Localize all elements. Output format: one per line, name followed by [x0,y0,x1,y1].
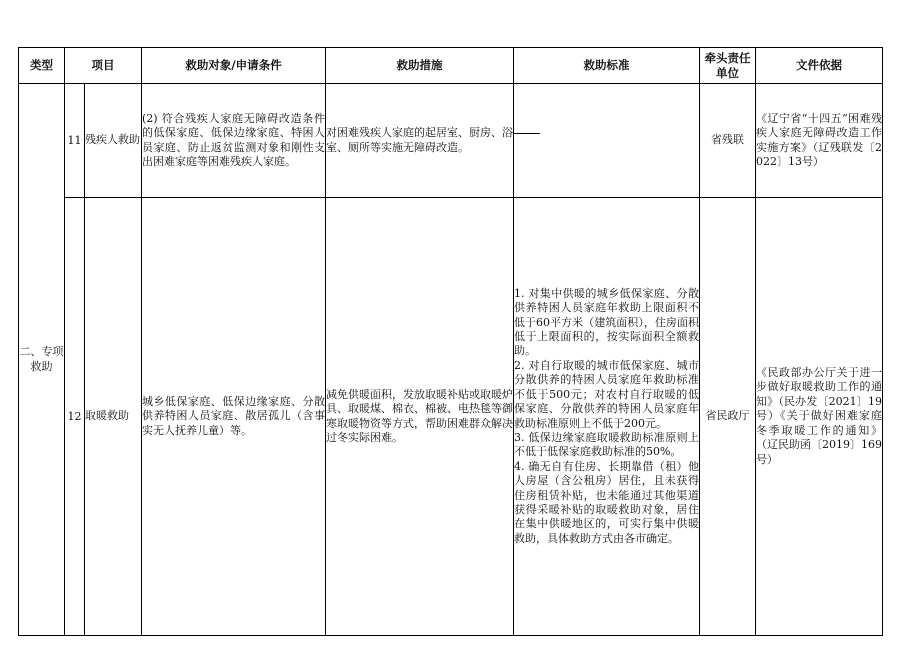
row-measures: 对困难残疾人家庭的起居室、厨房、浴室、厕所等实施无障碍改造。 [326,84,514,198]
standard-item: 2. 对自行取暖的城市低保家庭、城市分散供养的特困人员家庭年救助标准不低于500元；对农村自行取暖的低保家庭、分散供养的特困人员家庭年救助标准原则上不低于200元。 [514,358,699,430]
row-standard [514,198,700,636]
row-basis: 《辽宁省“十四五”困难残疾人家庭无障碍改造工作实施方案》（辽残联发〔2022〕13号） [756,84,883,198]
header-measures: 救助措施 [326,48,514,84]
header-standard: 救助标准 [514,48,700,84]
table-row [19,84,883,198]
row-basis: 《民政部办公厅关于进一步做好取暖救助工作的通知》（民办发〔2021〕19号）《关于做好困难家庭冬季取暖工作的通知》（辽民助函〔2019〕169号） [756,198,883,636]
header-item: 项目 [65,48,142,84]
header-type: 类型 [19,48,65,84]
row-item: 残疾人救助 [85,84,142,198]
standard-item: 1. 对集中供暖的城乡低保家庭、分散供养特困人员家庭年救助上限面积不低于60平方米（建筑面积），住房面积低于上限面积的，按实际面积全额救助。 [514,286,699,358]
category-cell: 二、专项救助 [19,84,65,636]
row-measures: 减免供暖面积，发放取暖补贴或取暖炉具、取暖煤、棉衣、棉被、电热毯等御寒取暖物资等方式，帮助困难群众解决过冬实际困难。 [326,198,514,636]
row-item: 取暖救助 [85,198,142,636]
header-row [19,48,883,84]
header-unit: 牵头责任单位 [700,48,756,84]
row-target: (2) 符合残疾人家庭无障碍改造条件的低保家庭、低保边缘家庭、特困人员家庭、防止返贫监测对象和刚性支出困难家庭等困难残疾人家庭。 [142,84,326,198]
assistance-table [18,47,883,636]
standard-dash [514,133,540,148]
row-standard [514,84,700,198]
header-target: 救助对象/申请条件 [142,48,326,84]
row-unit: 省残联 [700,84,756,198]
header-basis: 文件依据 [756,48,883,84]
row-target: 城乡低保家庭、低保边缘家庭、分散供养特困人员家庭、散居孤儿（含事实无人抚养儿童）等。 [142,198,326,636]
table-row [19,198,883,636]
standard-item: 4. 确无自有住房、长期靠借（租）他人房屋（含公租房）居住，且未获得住房租赁补贴，也未能通过其他渠道获得采暖补贴的取暖救助对象，居住在集中供暖地区的，可实行集中供暖救助，具体救助方式由各市确定。 [514,459,699,545]
standard-item: 3. 低保边缘家庭取暖救助标准原则上不低于低保家庭救助标准的50%。 [514,430,699,459]
row-number: 12 [65,198,85,636]
row-number: 11 [65,84,85,198]
row-unit: 省民政厅 [700,198,756,636]
